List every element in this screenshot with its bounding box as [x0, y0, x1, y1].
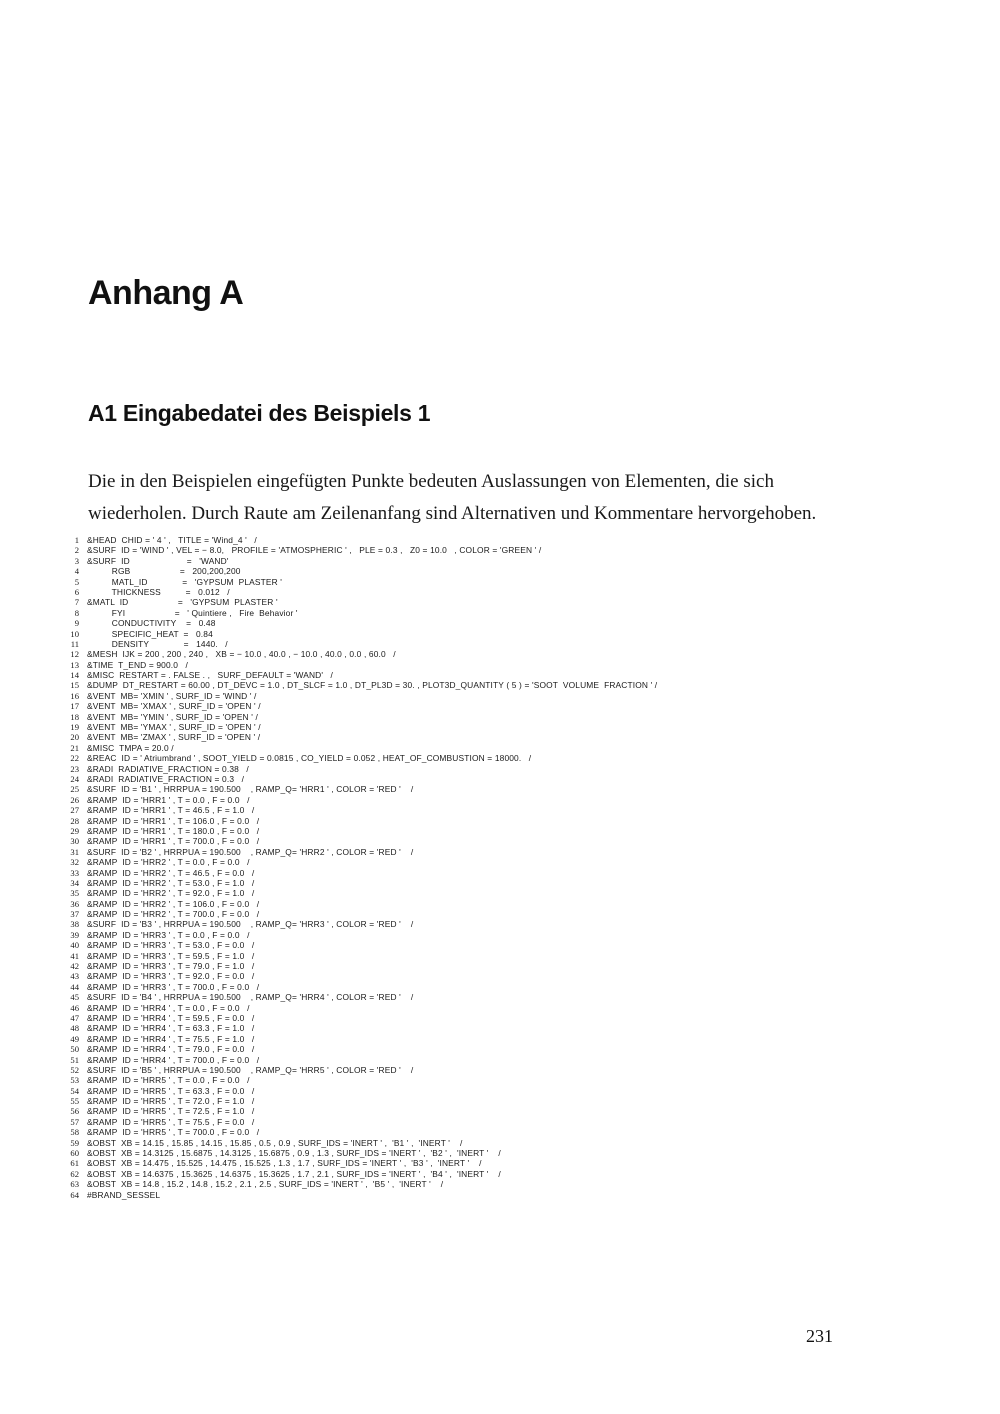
line-number: 41 [70, 950, 79, 961]
line-number: 43 [70, 971, 79, 982]
code-line [62, 1190, 962, 1200]
line-number: 8 [74, 607, 79, 618]
code-line [62, 1055, 962, 1065]
line-text: &VENT MB= 'XMAX ' , SURF_ID = 'OPEN ' / [87, 701, 261, 712]
code-line [62, 732, 962, 742]
code-line [62, 940, 962, 950]
code-line [62, 1003, 962, 1013]
line-number: 9 [74, 618, 79, 629]
line-text: &VENT MB= 'YMAX ' , SURF_ID = 'OPEN ' / [87, 722, 261, 733]
line-number: 42 [70, 961, 79, 972]
code-line [62, 764, 962, 774]
code-line [62, 545, 962, 555]
line-number: 30 [70, 836, 79, 847]
line-text: &RAMP ID = 'HRR2 ' , T = 92.0 , F = 1.0 / [87, 888, 255, 899]
line-text: &RAMP ID = 'HRR5 ' , T = 0.0 , F = 0.0 / [87, 1075, 250, 1086]
code-line [62, 951, 962, 961]
code-line [62, 784, 962, 794]
line-text: &RAMP ID = 'HRR2 ' , T = 106.0 , F = 0.0 / [87, 898, 260, 909]
code-line [62, 629, 962, 639]
line-text: &RAMP ID = 'HRR3 ' , T = 0.0 , F = 0.0 / [87, 929, 250, 940]
line-text: &RADI RADIATIVE_FRACTION = 0.38 / [87, 763, 249, 774]
line-text: &RAMP ID = 'HRR1 ' , T = 180.0 , F = 0.0 / [87, 825, 260, 836]
code-line [62, 805, 962, 815]
line-number: 55 [70, 1096, 79, 1107]
code-line [62, 919, 962, 929]
line-number: 59 [70, 1137, 79, 1148]
code-line [62, 826, 962, 836]
line-text: &RADI RADIATIVE_FRACTION = 0.3 / [87, 773, 245, 784]
line-number: 52 [70, 1064, 79, 1075]
line-number: 47 [70, 1012, 79, 1023]
line-text: &RAMP ID = 'HRR4 ' , T = 79.0 , F = 0.0 / [87, 1044, 255, 1055]
code-line [62, 1075, 962, 1085]
line-number: 63 [70, 1179, 79, 1190]
code-line [62, 1106, 962, 1116]
code-line [62, 971, 962, 981]
line-text: &RAMP ID = 'HRR2 ' , T = 700.0 , F = 0.0 / [87, 909, 260, 920]
line-number: 3 [74, 555, 79, 566]
line-text: #BRAND_SESSEL [87, 1189, 161, 1200]
code-line [62, 868, 962, 878]
line-text: &SURF ID = 'B4 ' , HRRPUA = 190.500 , RAMP_Q= 'HRR4 ' , COLOR = 'RED ' / [87, 992, 414, 1003]
line-number: 15 [70, 680, 79, 691]
code-line [62, 566, 962, 576]
line-text: &VENT MB= 'ZMAX ' , SURF_ID = 'OPEN ' / [87, 732, 261, 743]
line-number: 27 [70, 805, 79, 816]
line-text: &SURF ID = 'B1 ' , HRRPUA = 190.500 , RAMP_Q= 'HRR1 ' , COLOR = 'RED ' / [87, 784, 414, 795]
line-text: &SURF ID = 'B3 ' , HRRPUA = 190.500 , RAMP_Q= 'HRR3 ' , COLOR = 'RED ' / [87, 919, 414, 930]
line-number: 48 [70, 1023, 79, 1034]
line-text: &RAMP ID = 'HRR4 ' , T = 75.5 , F = 1.0 / [87, 1033, 255, 1044]
line-number: 62 [70, 1168, 79, 1179]
line-text: THICKNESS = 0.012 / [87, 586, 230, 597]
code-line [62, 660, 962, 670]
code-line [62, 1127, 962, 1137]
line-number: 12 [70, 649, 79, 660]
line-number: 29 [70, 825, 79, 836]
line-number: 36 [70, 898, 79, 909]
line-text: SPECIFIC_HEAT = 0.84 [87, 628, 213, 639]
line-number: 26 [70, 794, 79, 805]
line-text: &RAMP ID = 'HRR3 ' , T = 59.5 , F = 1.0 / [87, 950, 255, 961]
line-number: 33 [70, 867, 79, 878]
code-line [62, 774, 962, 784]
line-number: 61 [70, 1158, 79, 1169]
line-number: 49 [70, 1033, 79, 1044]
line-text: &OBST XB = 14.3125 , 15.6875 , 14.3125 , 15.6875 , 0.9 , 1.3 , SURF_IDS = 'INERT ' , 'B2 ' , 'INERT ' / [87, 1148, 501, 1159]
line-text: &RAMP ID = 'HRR1 ' , T = 46.5 , F = 1.0 / [87, 805, 255, 816]
code-line [62, 847, 962, 857]
line-text: &RAMP ID = 'HRR2 ' , T = 46.5 , F = 0.0 / [87, 867, 255, 878]
code-line [62, 587, 962, 597]
code-line [62, 1158, 962, 1168]
code-line [62, 649, 962, 659]
line-text: &MISC RESTART = . FALSE . , SURF_DEFAULT = 'WAND' / [87, 670, 333, 681]
code-line [62, 556, 962, 566]
line-text: DENSITY = 1440. / [87, 638, 228, 649]
code-line [62, 680, 962, 690]
code-line [62, 1169, 962, 1179]
line-number: 18 [70, 711, 79, 722]
code-line [62, 1096, 962, 1106]
line-text: &RAMP ID = 'HRR1 ' , T = 106.0 , F = 0.0 / [87, 815, 260, 826]
code-line [62, 930, 962, 940]
line-text: &RAMP ID = 'HRR2 ' , T = 53.0 , F = 1.0 / [87, 877, 255, 888]
line-number: 7 [74, 597, 79, 608]
code-line [62, 1179, 962, 1189]
line-number: 35 [70, 888, 79, 899]
code-line [62, 722, 962, 732]
line-number: 51 [70, 1054, 79, 1065]
line-text: &RAMP ID = 'HRR1 ' , T = 700.0 , F = 0.0 / [87, 836, 260, 847]
line-text: &HEAD CHID = ' 4 ' , TITLE = 'Wind_4 ' / [87, 535, 257, 545]
code-line [62, 878, 962, 888]
line-number: 6 [74, 586, 79, 597]
line-number: 19 [70, 722, 79, 733]
line-number: 24 [70, 773, 79, 784]
line-number: 16 [70, 690, 79, 701]
line-number: 22 [70, 753, 79, 764]
line-number: 31 [70, 846, 79, 857]
code-line [62, 888, 962, 898]
line-text: &RAMP ID = 'HRR5 ' , T = 75.5 , F = 0.0 / [87, 1116, 255, 1127]
line-text: &SURF ID = 'B5 ' , HRRPUA = 190.500 , RAMP_Q= 'HRR5 ' , COLOR = 'RED ' / [87, 1064, 414, 1075]
line-number: 20 [70, 732, 79, 743]
code-line [62, 857, 962, 867]
code-line [62, 670, 962, 680]
line-number: 38 [70, 919, 79, 930]
code-line [62, 712, 962, 722]
line-text: &RAMP ID = 'HRR4 ' , T = 700.0 , F = 0.0 / [87, 1054, 260, 1065]
line-number: 60 [70, 1148, 79, 1159]
line-number: 58 [70, 1127, 79, 1138]
line-number: 56 [70, 1106, 79, 1117]
code-line [62, 1023, 962, 1033]
code-line [62, 618, 962, 628]
line-text: &RAMP ID = 'HRR5 ' , T = 72.5 , F = 1.0 / [87, 1106, 255, 1117]
line-text: &VENT MB= 'XMIN ' , SURF_ID = 'WIND ' / [87, 690, 257, 701]
code-listing [62, 535, 962, 1200]
page-number: 231 [806, 1326, 833, 1346]
code-line [62, 899, 962, 909]
line-text: &RAMP ID = 'HRR3 ' , T = 92.0 , F = 0.0 / [87, 971, 255, 982]
code-line [62, 1117, 962, 1127]
line-text: &SURF ID = 'WIND ' , VEL = − 8.0, PROFILE = 'ATMOSPHERIC ' , PLE = 0.3 , Z0 = 10.0 , COLOR = 'GREEN ' / [87, 545, 542, 556]
line-text: &RAMP ID = 'HRR5 ' , T = 63.3 , F = 0.0 / [87, 1085, 255, 1096]
line-text: &RAMP ID = 'HRR3 ' , T = 53.0 , F = 0.0 / [87, 940, 255, 951]
code-line [62, 1138, 962, 1148]
code-line [62, 961, 962, 971]
line-text: &MISC TMPA = 20.0 / [87, 742, 174, 753]
code-line [62, 753, 962, 763]
line-number: 25 [70, 784, 79, 795]
code-line [62, 1013, 962, 1023]
line-number: 50 [70, 1044, 79, 1055]
line-number: 21 [70, 742, 79, 753]
line-text: &RAMP ID = 'HRR4 ' , T = 0.0 , F = 0.0 / [87, 1002, 250, 1013]
line-text: &OBST XB = 14.15 , 15.85 , 14.15 , 15.85 , 0.5 , 0.9 , SURF_IDS = 'INERT ' , 'B1 ' , 'INERT ' / [87, 1137, 463, 1148]
line-text: &TIME T_END = 900.0 / [87, 659, 188, 670]
code-line [62, 1086, 962, 1096]
line-number: 37 [70, 909, 79, 920]
code-line [62, 909, 962, 919]
line-text: &RAMP ID = 'HRR2 ' , T = 0.0 , F = 0.0 / [87, 857, 250, 868]
line-number: 45 [70, 992, 79, 1003]
code-line [62, 691, 962, 701]
code-line [62, 1065, 962, 1075]
code-line [62, 639, 962, 649]
code-line [62, 1044, 962, 1054]
code-line [62, 608, 962, 618]
code-line [62, 982, 962, 992]
line-number: 2 [74, 545, 79, 556]
line-number: 4 [74, 566, 79, 577]
line-text: &RAMP ID = 'HRR1 ' , T = 0.0 , F = 0.0 / [87, 794, 250, 805]
line-text: &OBST XB = 14.6375 , 15.3625 , 14.6375 , 15.3625 , 1.7 , 2.1 , SURF_IDS = 'INERT ' , 'B4 ' , 'INERT ' / [87, 1168, 501, 1179]
section-title: A1 Eingabedatei des Beispiels 1 [88, 400, 431, 426]
line-number: 40 [70, 940, 79, 951]
line-number: 64 [70, 1189, 79, 1200]
line-number: 54 [70, 1085, 79, 1096]
line-text: CONDUCTIVITY = 0.48 [87, 618, 216, 629]
code-line [62, 743, 962, 753]
line-text: &RAMP ID = 'HRR3 ' , T = 79.0 , F = 1.0 / [87, 961, 255, 972]
line-text: &MATL ID = 'GYPSUM PLASTER ' [87, 597, 278, 608]
line-number: 34 [70, 877, 79, 888]
line-number: 10 [70, 628, 79, 639]
line-number: 23 [70, 763, 79, 774]
code-line [62, 836, 962, 846]
line-number: 17 [70, 701, 79, 712]
line-text: FYI = ' Quintiere , Fire Behavior ' [87, 607, 298, 618]
line-number: 53 [70, 1075, 79, 1086]
line-text: &SURF ID = 'B2 ' , HRRPUA = 190.500 , RAMP_Q= 'HRR2 ' , COLOR = 'RED ' / [87, 846, 414, 857]
code-line [62, 701, 962, 711]
line-text: MATL_ID = 'GYPSUM PLASTER ' [87, 576, 283, 587]
code-line [62, 816, 962, 826]
line-text: &REAC ID = ' Atriumbrand ' , SOOT_YIELD = 0.0815 , CO_YIELD = 0.052 , HEAT_OF_COMBUSTION = 18000. / [87, 753, 532, 764]
intro-paragraph: Die in den Beispielen eingefügten Punkte bedeuten Auslassungen von Elementen, die sich wiederholen. Durch Raute am Zeilenanfang sind Alternativen und Kommentare hervorgehoben. [88, 471, 817, 524]
line-text: &MESH IJK = 200 , 200 , 240 , XB = − 10.0 , 40.0 , − 10.0 , 40.0 , 0.0 , 60.0 / [87, 649, 396, 660]
code-line [62, 597, 962, 607]
line-text: &RAMP ID = 'HRR5 ' , T = 72.0 , F = 1.0 / [87, 1096, 255, 1107]
line-text: RGB = 200,200,200 [87, 566, 241, 577]
code-line [62, 1034, 962, 1044]
line-number: 46 [70, 1002, 79, 1013]
line-text: &RAMP ID = 'HRR4 ' , T = 59.5 , F = 0.0 / [87, 1012, 255, 1023]
line-number: 44 [70, 981, 79, 992]
line-text: &DUMP DT_RESTART = 60.00 , DT_DEVC = 1.0 , DT_SLCF = 1.0 , DT_PL3D = 30. , PLOT3D_QUANTITY ( 5 ) = 'SOOT VOLUME FRACTION ' / [87, 680, 658, 691]
line-number: 13 [70, 659, 79, 670]
line-text: &OBST XB = 14.475 , 15.525 , 14.475 , 15.525 , 1.3 , 1.7 , SURF_IDS = 'INERT ' , 'B3 ' , 'INERT ' / [87, 1158, 482, 1169]
line-number: 28 [70, 815, 79, 826]
code-line [62, 577, 962, 587]
line-number: 39 [70, 929, 79, 940]
line-text: &OBST XB = 14.8 , 15.2 , 14.8 , 15.2 , 2.1 , 2.5 , SURF_IDS = 'INERT ' , 'B5 ' , 'INERT ' / [87, 1179, 444, 1190]
line-text: &RAMP ID = 'HRR4 ' , T = 63.3 , F = 1.0 / [87, 1023, 255, 1034]
line-number: 32 [70, 857, 79, 868]
code-line [62, 795, 962, 805]
code-line [62, 1148, 962, 1158]
chapter-title: Anhang A [88, 274, 244, 312]
line-text: &RAMP ID = 'HRR5 ' , T = 700.0 , F = 0.0 / [87, 1127, 260, 1138]
line-number: 11 [70, 638, 79, 649]
code-line [62, 535, 962, 545]
line-number: 1 [74, 535, 79, 545]
line-number: 5 [74, 576, 79, 587]
code-line [62, 992, 962, 1002]
line-text: &RAMP ID = 'HRR3 ' , T = 700.0 , F = 0.0 / [87, 981, 260, 992]
line-number: 14 [70, 670, 79, 681]
line-text: &SURF ID = 'WAND' [87, 555, 229, 566]
line-number: 57 [70, 1116, 79, 1127]
line-text: &VENT MB= 'YMIN ' , SURF_ID = 'OPEN ' / [87, 711, 258, 722]
